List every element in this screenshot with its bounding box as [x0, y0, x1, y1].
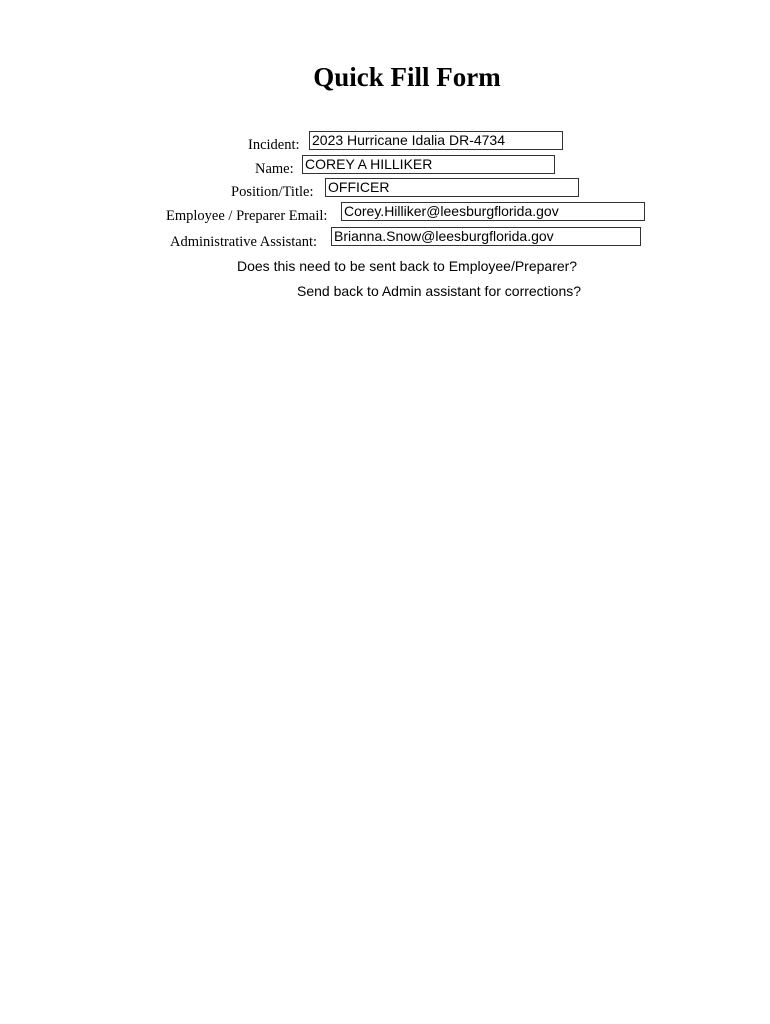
admin-assistant-label: Administrative Assistant: — [170, 234, 318, 250]
incident-field[interactable]: 2023 Hurricane Idalia DR-4734 — [309, 131, 563, 150]
admin-assistant-field[interactable]: Brianna.Snow@leesburgflorida.gov — [331, 227, 641, 246]
employee-email-label: Employee / Preparer Email: — [166, 208, 328, 224]
send-back-admin-question[interactable]: Send back to Admin assistant for corrections? — [297, 283, 582, 299]
name-field[interactable]: COREY A HILLIKER — [302, 155, 555, 174]
employee-email-field[interactable]: Corey.Hilliker@leesburgflorida.gov — [341, 202, 645, 221]
position-title-label: Position/Title: — [231, 184, 314, 200]
name-label: Name: — [255, 161, 294, 177]
incident-label: Incident: — [248, 137, 300, 153]
position-title-field[interactable]: OFFICER — [325, 178, 579, 197]
form-title: Quick Fill Form — [313, 62, 501, 92]
send-back-employee-question[interactable]: Does this need to be sent back to Employee/Preparer? — [237, 258, 578, 274]
